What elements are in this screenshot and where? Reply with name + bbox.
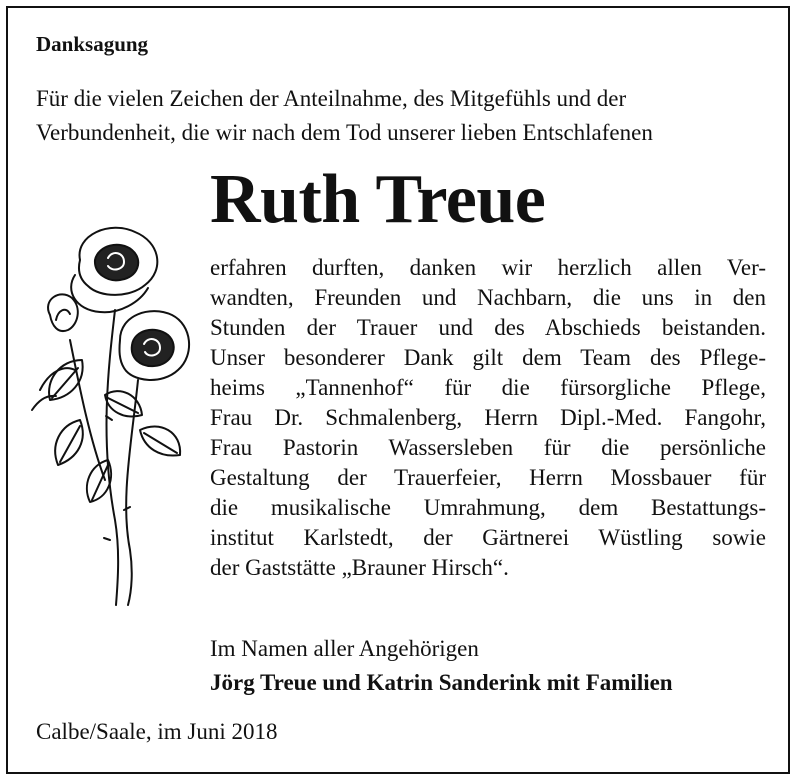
closing-line: Im Namen aller Angehörigen [210, 636, 479, 661]
body-line: Unser besonderer Dank gilt dem Team des Pflege- [210, 345, 766, 370]
body-line: wandten, Freunden und Nachbarn, die uns in den [210, 285, 766, 310]
intro-line: Für die vielen Zeichen der Anteilnahme, des Mitgefühls und der [36, 86, 627, 111]
body-line: Frau Pastorin Wassersleben für die persönliche [210, 435, 766, 460]
place-date: Calbe/Saale, im Juni 2018 [36, 719, 278, 744]
deceased-name: Ruth Treue [210, 161, 546, 238]
body-line: erfahren durften, danken wir herzlich allen Ver- [210, 255, 766, 280]
body-line: Frau Dr. Schmalenberg, Herrn Dipl.-Med. Fangohr, [210, 405, 766, 430]
body-line: heims „Tannenhof“ für die fürsorgliche Pflege, [210, 375, 766, 400]
body-line: die musikalische Umrahmung, dem Bestattungs- [210, 495, 766, 520]
intro-line: Verbundenheit, die wir nach dem Tod unserer lieben Entschlafenen [36, 120, 653, 145]
body-line: Stunden der Trauer und des Abschieds beistanden. [210, 315, 766, 340]
intro-text [36, 82, 766, 150]
body-line: Gestaltung der Trauerfeier, Herrn Mossbauer für [210, 465, 766, 490]
body-line: der Gaststätte „Brauner Hirsch“. [210, 555, 509, 580]
body-line: institut Karlstedt, der Gärtnerei Wüstling sowie [210, 525, 766, 550]
body-text [210, 253, 766, 583]
roses-illustration-icon [20, 220, 200, 610]
notice-heading: Danksagung [36, 32, 149, 56]
signers: Jörg Treue und Katrin Sanderink mit Familien [210, 670, 673, 695]
